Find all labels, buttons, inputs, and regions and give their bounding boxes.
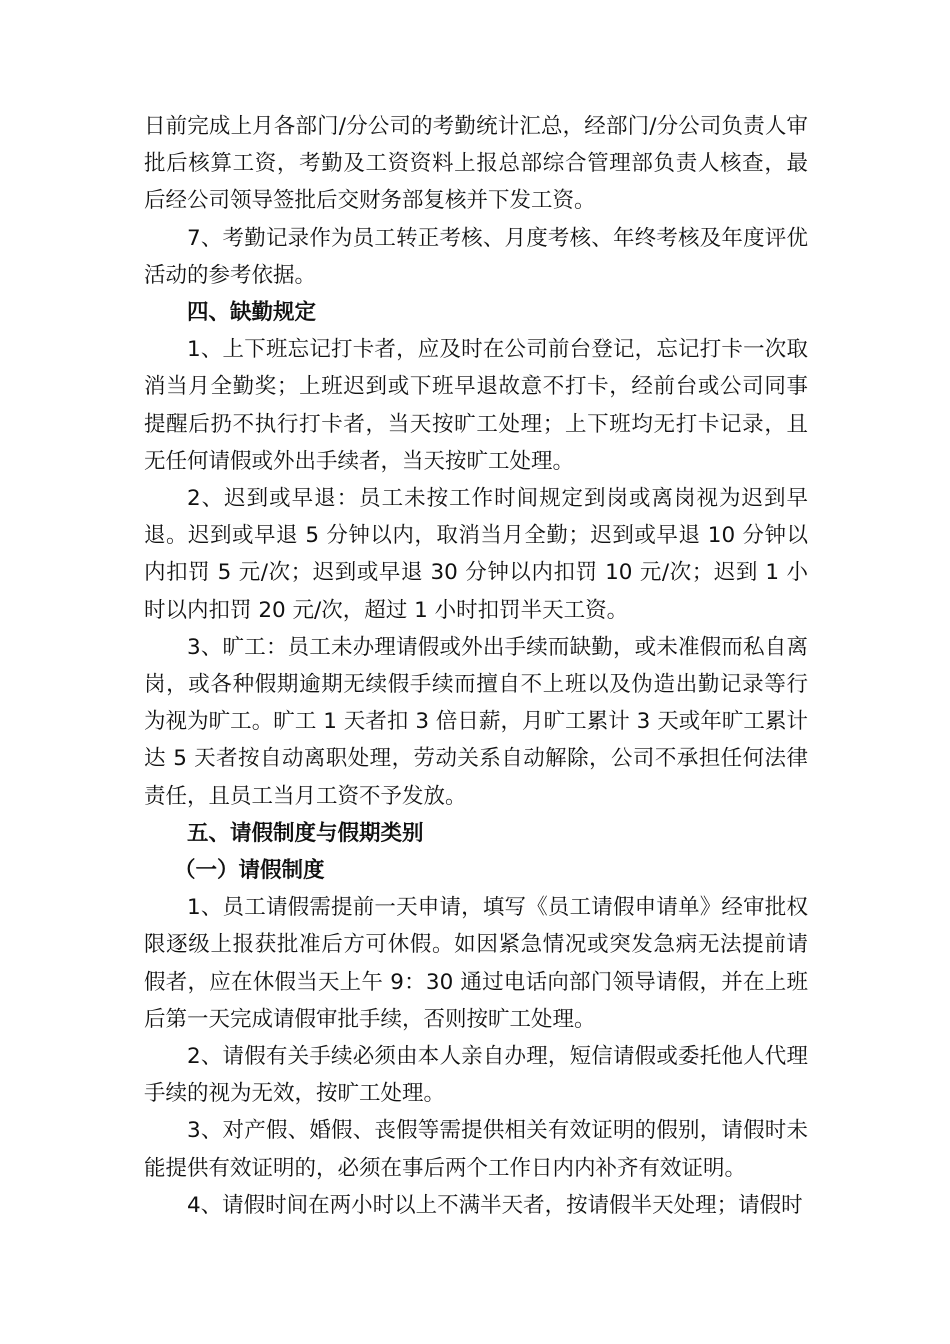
- paragraph-absenteeism: 3、旷工：员工未办理请假或外出手续而缺勤，或未准假而私自离岗，或各种假期逾期无续假手续而擅自不上班以及伪造出勤记录等行为视为旷工。旷工 1 天者扣 3 倍日薪，月旷工累计 3 天或年旷工累计达 5 天者按自动离职处理，劳动关系自动解除，公司不承担任何法律责任，且员工当月工资不予发放。: [144, 634, 808, 809]
- paragraph-attendance-record: 7、考勤记录作为员工转正考核、月度考核、年终考核及年度评优活动的参考依据。: [144, 225, 808, 288]
- section-heading-absence-rules: 四、缺勤规定: [187, 300, 317, 326]
- paragraph-forgot-clock-in: 1、上下班忘记打卡者，应及时在公司前台登记，忘记打卡一次取消当月全勤奖；上班迟到或下班早退故意不打卡，经前台或公司同事提醒后扔不执行打卡者，当天按旷工处理；上下班均无打卡记录，且无任何请假或外出手续者，当天按旷工处理。: [144, 337, 808, 474]
- paragraph-leave-in-person: 2、请假有关手续必须由本人亲自办理，短信请假或委托他人代理手续的视为无效，按旷工处理。: [144, 1044, 808, 1107]
- paragraph-late-early-leave: 2、迟到或早退：员工未按工作时间规定到岗或离岗视为迟到早退。迟到或早退 5 分钟以内，取消当月全勤；迟到或早退 10 分钟以内扣罚 5 元/次；迟到或早退 30 分钟以内扣罚 10 元/次；迟到 1 小时以内扣罚 20 元/次，超过 1 小时扣罚半天工资。: [144, 486, 808, 623]
- paragraph-leave-duration: 4、请假时间在两小时以上不满半天者，按请假半天处理；请假时: [187, 1192, 803, 1218]
- document-page: [144, 108, 808, 1224]
- subsection-heading-leave-rules: （一）请假制度: [174, 858, 325, 884]
- paragraph-leave-proof: 3、对产假、婚假、丧假等需提供相关有效证明的假别，请假时未能提供有效证明的，必须在事后两个工作日内内补齐有效证明。: [144, 1118, 808, 1181]
- section-heading-leave-system: 五、请假制度与假期类别: [187, 820, 424, 846]
- paragraph-leave-application: 1、员工请假需提前一天申请，填写《员工请假申请单》经审批权限逐级上报获批准后方可休假。如因紧急情况或突发急病无法提前请假者，应在休假当天上午 9：30 通过电话向部门领导请假，并在上班后第一天完成请假审批手续，否则按旷工处理。: [144, 895, 808, 1032]
- paragraph-continuation: 日前完成上月各部门/分公司的考勤统计汇总，经部门/分公司负责人审批后核算工资，考勤及工资资料上报总部综合管理部负责人核查，最后经公司领导签批后交财务部复核并下发工资。: [144, 114, 808, 214]
